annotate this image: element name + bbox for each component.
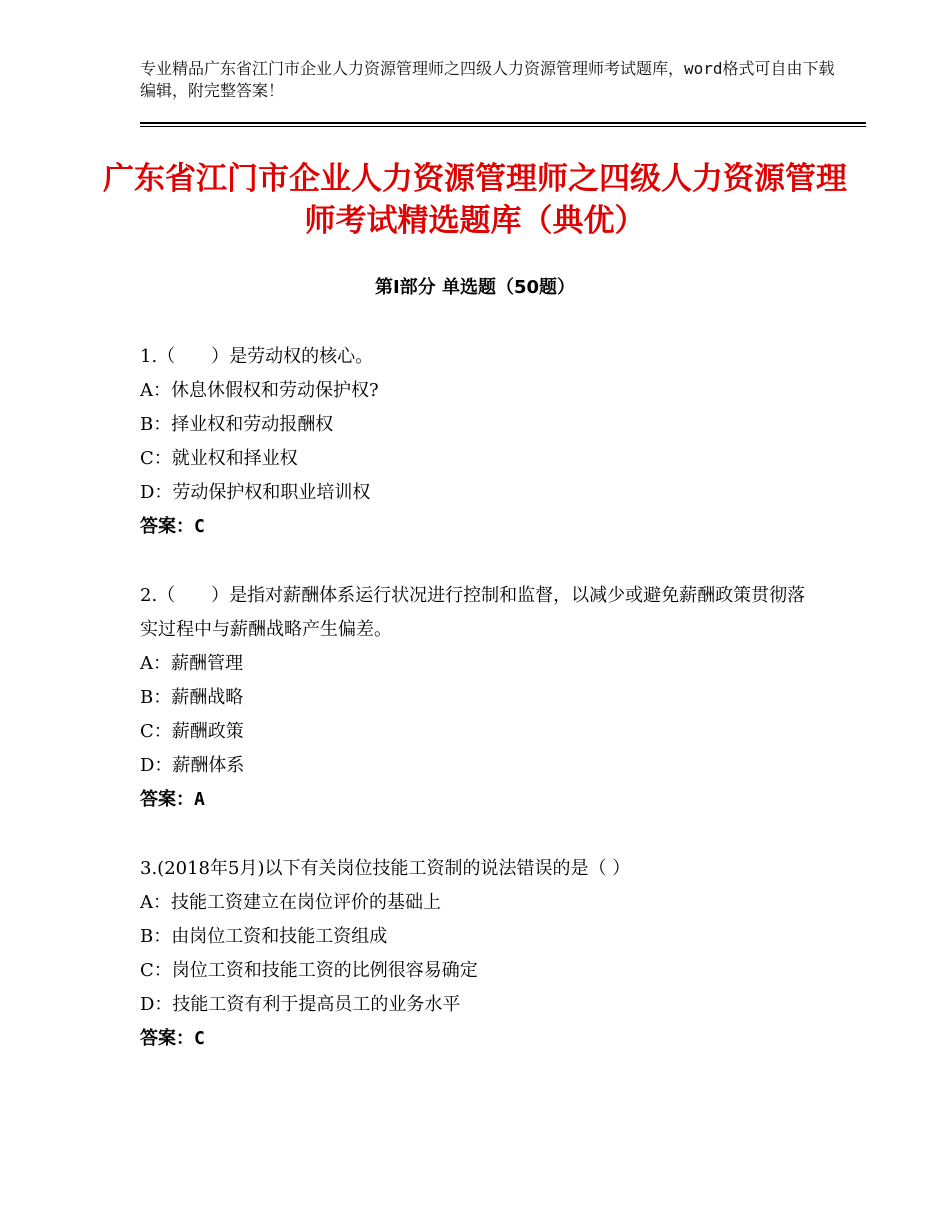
option-d: D：薪酬体系 <box>140 755 245 776</box>
question-stem: 2.（ ）是指对薪酬体系运行状况进行控制和监督，以减少或避免薪酬政策贯彻落实过程中与薪酬战略产生偏差。 <box>140 585 806 640</box>
option-a: A：休息休假权和劳动保护权? <box>140 380 379 401</box>
answer-line <box>140 1022 820 1056</box>
answer-label: 答案： <box>140 789 194 810</box>
option-a: A：技能工资建立在岗位评价的基础上 <box>140 892 441 913</box>
question-1 <box>140 340 820 544</box>
option-c: C：薪酬政策 <box>140 721 244 742</box>
option-d: D：劳动保护权和职业培训权 <box>140 482 371 503</box>
document-title: 广东省江门市企业人力资源管理师之四级人力资源管理师考试精选题库（典优） <box>103 161 847 239</box>
option-c: C：岗位工资和技能工资的比例很容易确定 <box>140 960 478 981</box>
answer-label: 答案： <box>140 516 194 537</box>
header-rule <box>140 122 866 124</box>
section-title: 第Ⅰ部分 单选题（50题） <box>374 277 575 298</box>
question-2 <box>140 579 820 817</box>
answer-label: 答案： <box>140 1028 194 1049</box>
option-d: D：技能工资有利于提高员工的业务水平 <box>140 994 461 1015</box>
question-3 <box>140 852 820 1056</box>
header-rule-thin <box>140 126 866 127</box>
answer-value: C <box>194 516 205 537</box>
option-b: B：择业权和劳动报酬权 <box>140 414 334 435</box>
answer-value: A <box>194 789 205 810</box>
answer-line <box>140 783 820 817</box>
option-b: B：由岗位工资和技能工资组成 <box>140 926 388 947</box>
answer-value: C <box>194 1028 205 1049</box>
header-note: 专业精品广东省江门市企业人力资源管理师之四级人力资源管理师考试题库，word格式可自由下载编辑，附完整答案！ <box>140 59 835 100</box>
question-stem: 1.（ ）是劳动权的核心。 <box>140 346 374 367</box>
answer-line <box>140 510 820 544</box>
option-c: C：就业权和择业权 <box>140 448 298 469</box>
question-stem: 3.(2018年5月)以下有关岗位技能工资制的说法错误的是（ ） <box>140 858 631 879</box>
option-a: A：薪酬管理 <box>140 653 243 674</box>
option-b: B：薪酬战略 <box>140 687 244 708</box>
